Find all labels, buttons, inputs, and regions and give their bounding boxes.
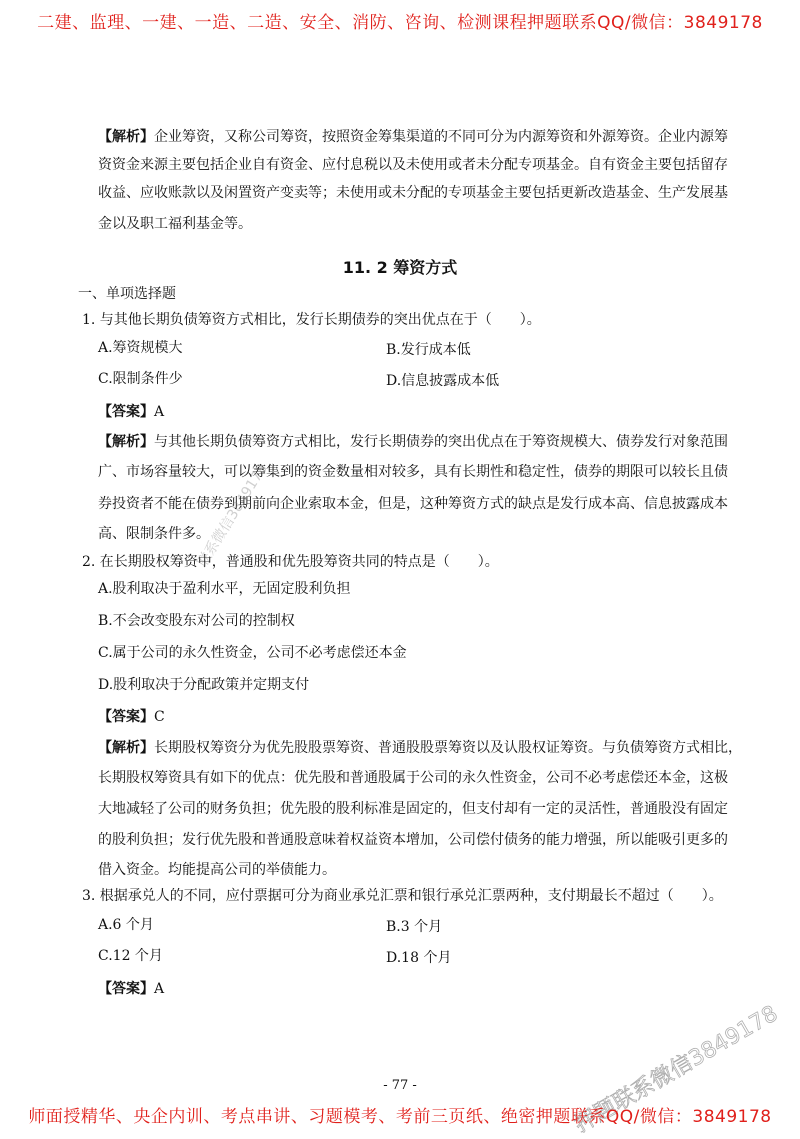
watermark-small: 联系微信3849178 — [194, 461, 271, 571]
question-1-analysis-line: 广、市场容量较大，可以筹集到的资金数量相对较多，具有长期性和稳定性，债券的期限可以较长且债 — [98, 464, 728, 480]
watermark-large: 押题联系微信3849178 — [570, 1001, 783, 1138]
question-3-answer: 【答案】A — [98, 981, 165, 997]
question-2-analysis-line: 大地减轻了公司的财务负担；优先股的股利标准是固定的，但支付却有一定的灵活性，普通股没有固定 — [98, 801, 728, 817]
label-tag: 【解析】 — [98, 129, 154, 145]
question-2-analysis-line: 借入资金。均能提高公司的举债能力。 — [98, 862, 336, 878]
question-1-option-b: B.发行成本低 — [386, 342, 471, 358]
question-1-option-c: C.限制条件少 — [98, 371, 183, 387]
label-tag: 【解析】 — [98, 740, 154, 756]
question-2-stem: 2. 在长期股权筹资中，普通股和优先股筹资共同的特点是（ ）。 — [82, 554, 499, 570]
question-2-option-d: D.股利取决于分配政策并定期支付 — [98, 677, 310, 693]
page-number: - 77 - — [383, 1078, 417, 1093]
bottom-banner: 师面授精华、央企内训、考点串讲、习题模考、考前三页纸、绝密押题联系QQ/微信：3849178 — [28, 1107, 772, 1127]
subsection-heading: 一、单项选择题 — [78, 286, 176, 302]
question-3-option-b: B.3 个月 — [386, 919, 443, 935]
question-1-analysis-line: 高、限制条件多。 — [98, 526, 210, 542]
question-2-analysis-line: 的股利负担；发行优先股和普通股意味着权益资本增加，公司偿付债务的能力增强，所以能吸引更多的 — [98, 832, 728, 848]
question-1-option-a: A.筹资规模大 — [98, 340, 183, 356]
intro-analysis-line: 资资金来源主要包括企业自有资金、应付息税以及未使用或者未分配专项基金。自有资金主要包括留存 — [98, 157, 728, 173]
question-2-answer: 【答案】C — [98, 709, 165, 725]
top-banner: 二建、监理、一建、一造、二造、安全、消防、咨询、检测课程押题联系QQ/微信：3849178 — [37, 13, 763, 33]
question-2-option-c: C.属于公司的永久性资金，公司不必考虑偿还本金 — [98, 645, 407, 661]
intro-analysis-line: 【解析】企业筹资，又称公司筹资，按照资金筹集渠道的不同可分为内源筹资和外源筹资。企业内源筹 — [98, 129, 728, 145]
question-2-analysis-line: 长期股权筹资具有如下的优点：优先股和普通股属于公司的永久性资金，公司不必考虑偿还本金，这极 — [98, 770, 728, 786]
question-3-option-a: A.6 个月 — [98, 917, 154, 933]
question-1-stem: 1. 与其他长期负债筹资方式相比，发行长期债券的突出优点在于（ ）。 — [82, 312, 541, 328]
question-1-analysis-line: 【解析】与其他长期负债筹资方式相比，发行长期债券的突出优点在于筹资规模大、债券发行对象范围 — [98, 434, 728, 450]
question-1-answer: 【答案】A — [98, 404, 165, 420]
question-3-option-d: D.18 个月 — [386, 950, 452, 966]
question-3-option-c: C.12 个月 — [98, 948, 163, 964]
question-2-analysis-line: 【解析】长期股权筹资分为优先股股票筹资、普通股股票筹资以及认股权证筹资。与负债筹资方式相比， — [98, 740, 742, 756]
question-1-option-d: D.信息披露成本低 — [386, 373, 500, 389]
question-2-option-b: B.不会改变股东对公司的控制权 — [98, 613, 295, 629]
intro-analysis-line: 金以及职工福利基金等。 — [98, 216, 252, 232]
question-1-analysis-line: 券投资者不能在债券到期前向企业索取本金，但是，这种筹资方式的缺点是发行成本高、信息披露成本 — [98, 496, 728, 512]
section-title: 11. 2 筹资方式 — [342, 258, 458, 277]
question-3-stem: 3. 根据承兑人的不同，应付票据可分为商业承兑汇票和银行承兑汇票两种，支付期最长不超过（ ）。 — [82, 888, 723, 904]
label-tag: 【答案】 — [98, 404, 154, 420]
question-2-option-a: A.股利取决于盈利水平，无固定股利负担 — [98, 581, 351, 597]
label-tag: 【答案】 — [98, 981, 154, 997]
intro-analysis-line: 收益、应收账款以及闲置资产变卖等；未使用或未分配的专项基金主要包括更新改造基金、生产发展基 — [98, 185, 728, 201]
label-tag: 【解析】 — [98, 434, 154, 450]
label-tag: 【答案】 — [98, 709, 154, 725]
